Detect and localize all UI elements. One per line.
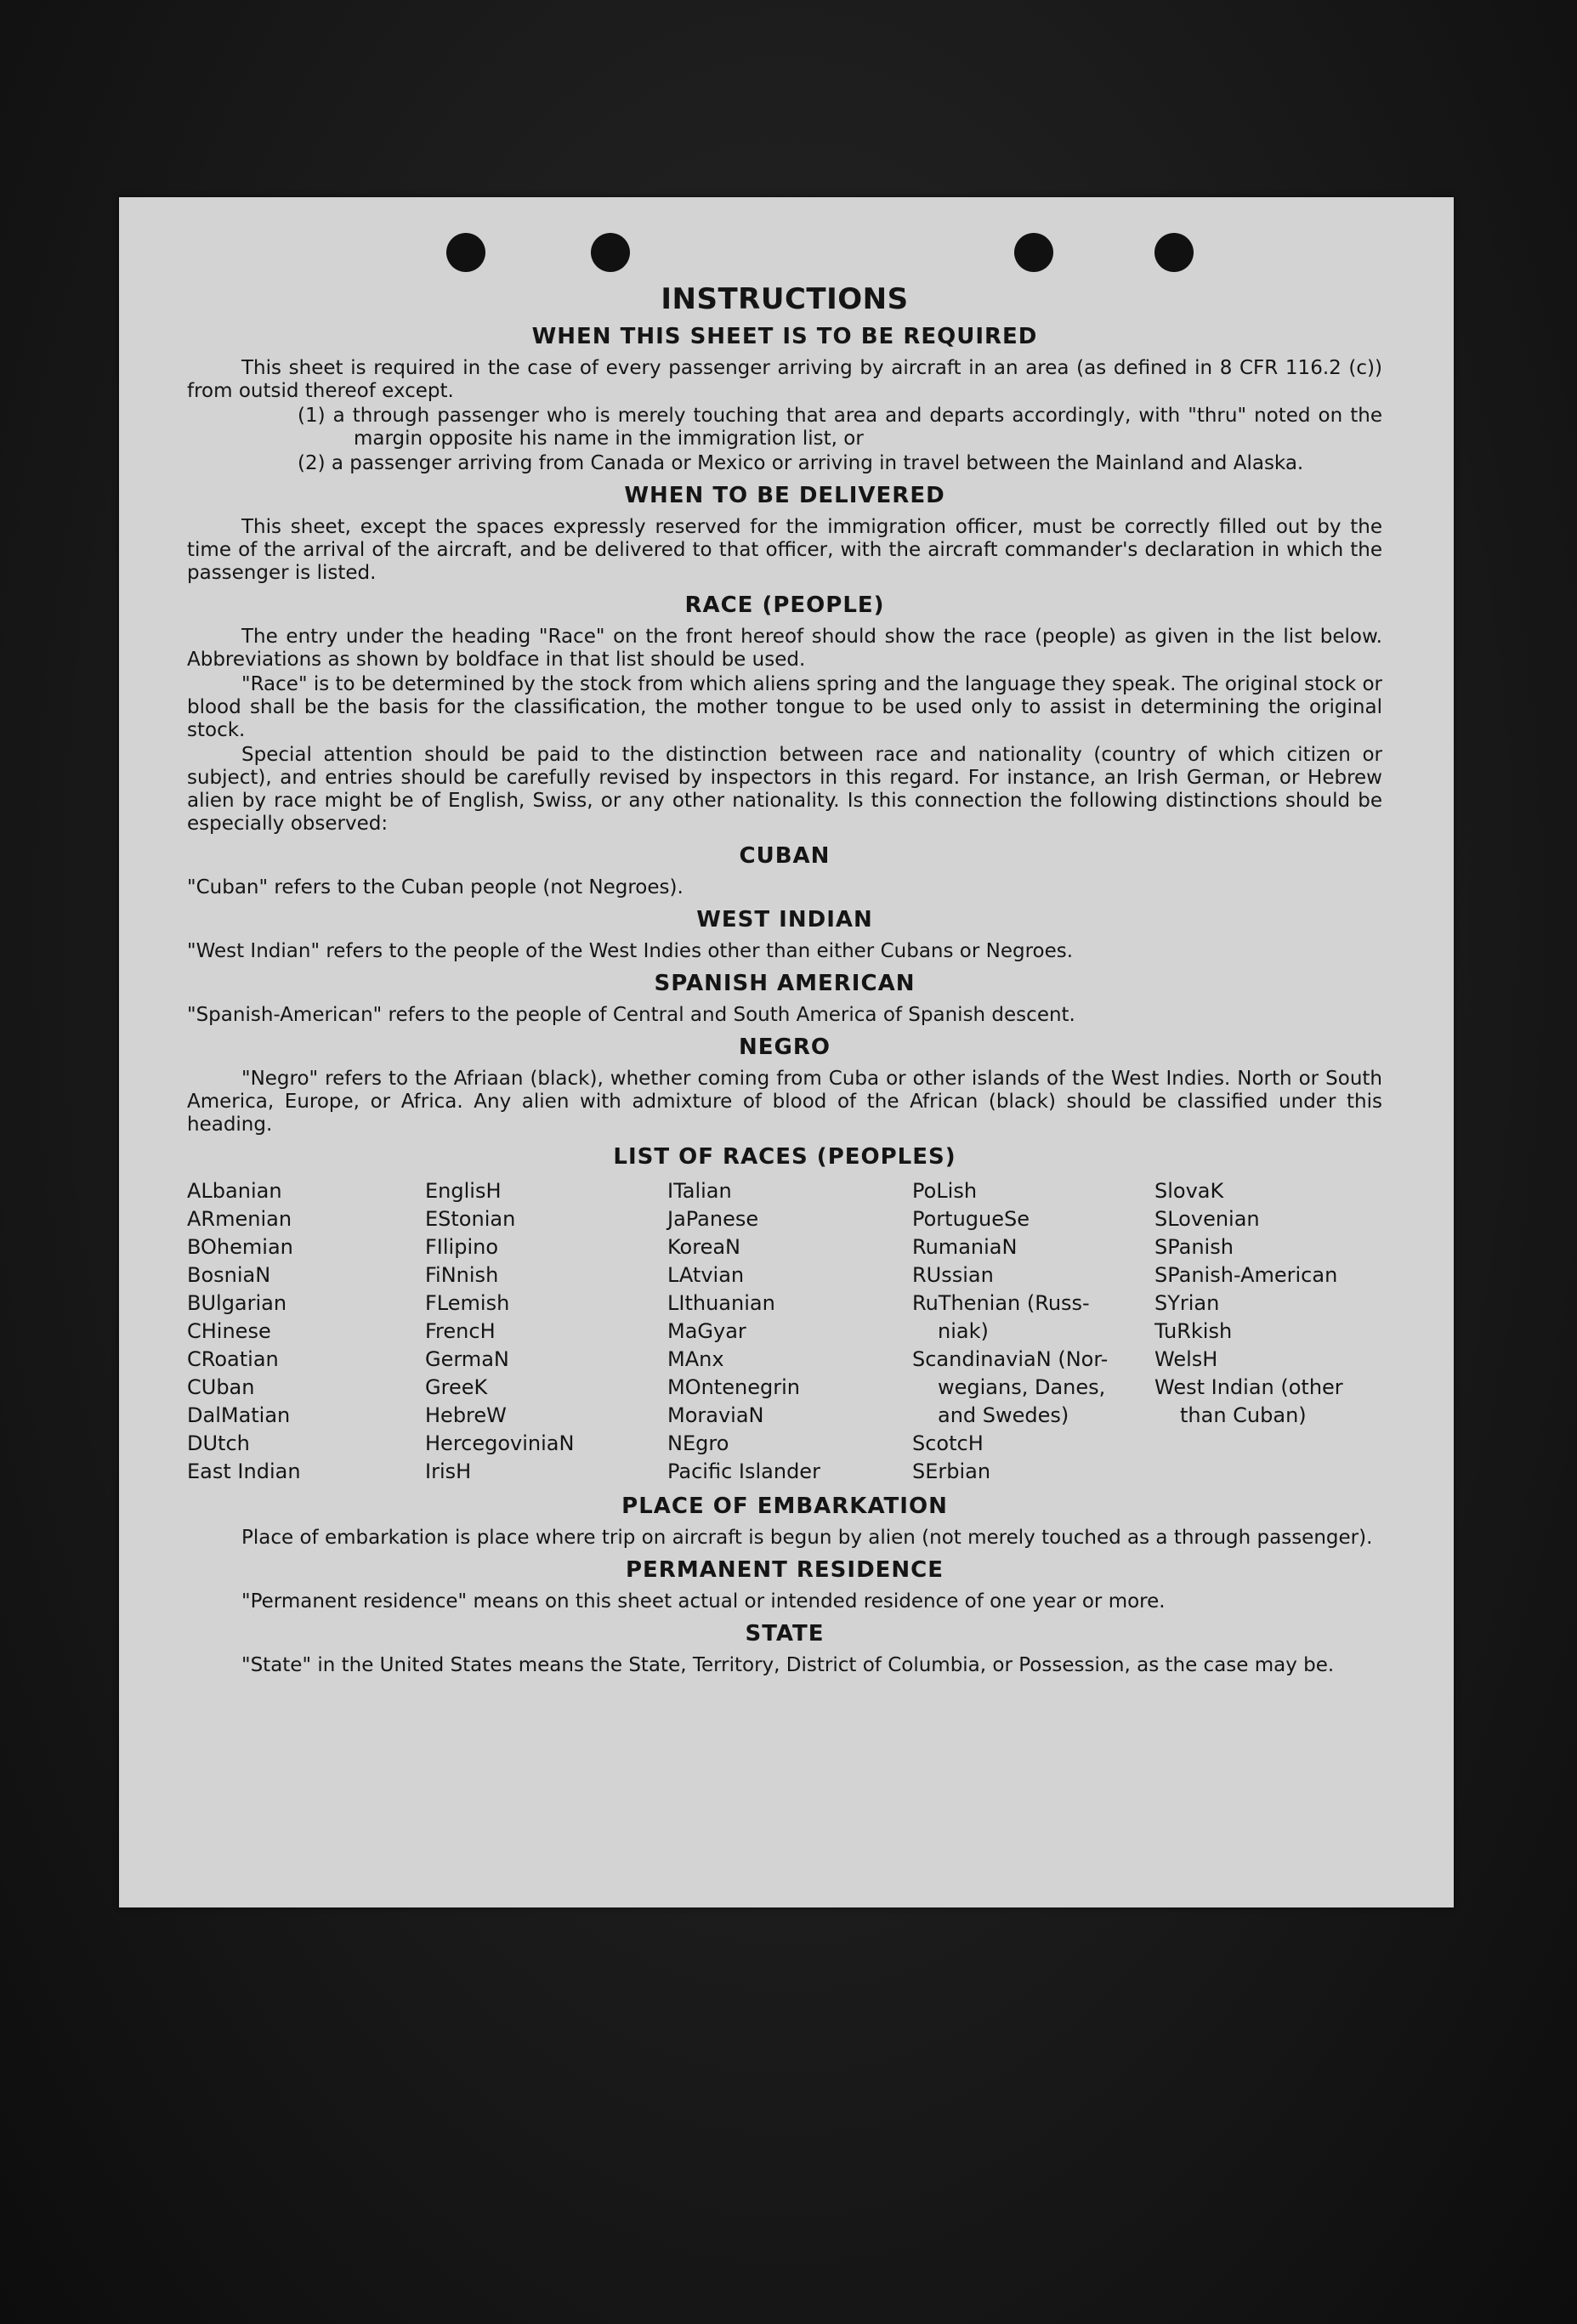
punch-hole [1014,233,1053,272]
race-entry: FrencH [425,1319,496,1343]
exception-item-1: (1) a through passenger who is merely touching that area and departs accordingly, with "thru" noted on the margin opposite his name in the immigration list, or [298,405,1382,450]
race-entry: SErbian [912,1460,991,1483]
races-column-2 [425,1177,667,1486]
race-entry: FIlipino [425,1235,499,1259]
race-entry: KoreaN [667,1235,740,1259]
punch-hole [591,233,630,272]
race-paragraph-2: "Race" is to be determined by the stock from which aliens spring and the language they speak. The original stock or blood shall be the basis for the classification, the mother tongue to be used only to assist in determining the original stock. [187,673,1382,741]
page-title: INSTRUCTIONS [661,282,909,316]
race-paragraph-1: The entry under the heading "Race" on the front hereof should show the race (people) as given in the list below. Abbreviations as shown by boldface in that list should be used. [187,626,1382,671]
race-entry: NEgro [667,1431,729,1455]
punch-hole [1154,233,1194,272]
list-of-races-heading: LIST OF RACES (PEOPLES) [613,1144,956,1170]
race-entry: than Cuban) [1180,1403,1307,1427]
state-text: "State" in the United States means the State, Territory, District of Columbia, or Possession, as the case may be. [241,1654,1335,1676]
race-entry: MaGyar [667,1319,746,1343]
race-entry: SlovaK [1154,1179,1224,1203]
residence-heading: PERMANENT RESIDENCE [625,1557,944,1583]
race-entry: ScotcH [912,1431,984,1455]
race-entry: MOntenegrin [667,1375,800,1399]
race-entry: RumaniaN [912,1235,1018,1259]
west-indian-heading: WEST INDIAN [696,907,873,932]
races-list [187,1177,1382,1486]
residence-text: "Permanent residence" means on this sheet actual or intended residence of one year or more. [241,1590,1166,1613]
race-entry: EStonian [425,1207,516,1231]
exception-item-2: (2) a passenger arriving from Canada or Mexico or arriving in travel between the Mainland and Alaska. [298,452,1304,474]
race-entry: HercegoviniaN [425,1431,575,1455]
race-entry: LAtvian [667,1263,745,1287]
instruction-sheet [119,197,1454,1907]
race-entry: FiNnish [425,1263,499,1287]
races-column-3 [667,1177,912,1486]
race-entry: West Indian (other [1154,1375,1343,1399]
race-entry: WelsH [1154,1347,1218,1371]
race-heading: RACE (PEOPLE) [684,592,885,618]
race-entry: IrisH [425,1460,472,1483]
when-delivered-heading: WHEN TO BE DELIVERED [624,483,945,508]
races-column-4 [912,1177,1154,1486]
race-entry: GermaN [425,1347,509,1371]
race-entry: LIthuanian [667,1291,775,1315]
sheet-content [187,282,1382,1679]
race-entry: GreeK [425,1375,488,1399]
when-required-heading: WHEN THIS SHEET IS TO BE REQUIRED [531,324,1038,349]
race-entry: SLovenian [1154,1207,1260,1231]
race-entry: CRoatian [187,1347,279,1371]
race-paragraph-3: Special attention should be paid to the distinction between race and nationality (country of which citizen or subject), and entries should be carefully revised by inspectors in this regard. For instance, an Irish German, or Hebrew alien by race might be of English, Swiss, or any other nationality. Is this connection the following distinctions should be especially observed: [187,744,1382,835]
race-entry: SYrian [1154,1291,1220,1315]
race-entry: CHinese [187,1319,271,1343]
spanish-american-heading: SPANISH AMERICAN [654,971,916,996]
race-entry: RuThenian (Russ- [912,1291,1090,1315]
race-entry: ARmenian [187,1207,292,1231]
race-entry: DalMatian [187,1403,291,1427]
cuban-heading: CUBAN [739,843,831,869]
race-entry: FLemish [425,1291,510,1315]
negro-heading: NEGRO [739,1034,831,1060]
race-entry: BUlgarian [187,1291,287,1315]
race-entry: HebreW [425,1403,507,1427]
race-entry: SPanish-American [1154,1263,1338,1287]
cuban-text: "Cuban" refers to the Cuban people (not Negroes). [187,876,684,898]
race-entry: niak) [938,1319,989,1343]
race-entry: EnglisH [425,1179,502,1203]
race-entry: CUban [187,1375,255,1399]
race-entry: and Swedes) [938,1403,1069,1427]
race-entry: ITalian [667,1179,732,1203]
punch-hole [446,233,485,272]
negro-text: "Negro" refers to the Afriaan (black), whether coming from Cuba or other islands of the West Indies. North or South America, Europe, or Africa. Any alien with admixture of blood of the African (black) should be classified under this heading. [187,1068,1382,1136]
race-entry: ALbanian [187,1179,282,1203]
race-entry: RUssian [912,1263,994,1287]
race-entry: MAnx [667,1347,724,1371]
race-entry: BosniaN [187,1263,271,1287]
race-entry: PoLish [912,1179,978,1203]
race-entry: BOhemian [187,1235,293,1259]
races-column-1 [187,1177,425,1486]
spanish-american-text: "Spanish-American" refers to the people of Central and South America of Spanish descent. [187,1004,1075,1026]
west-indian-text: "West Indian" refers to the people of the West Indies other than either Cubans or Negroes. [187,940,1074,962]
race-entry: Pacific Islander [667,1460,820,1483]
state-heading: STATE [745,1621,825,1647]
race-entry: MoraviaN [667,1403,764,1427]
race-entry: SPanish [1154,1235,1234,1259]
race-entry: DUtch [187,1431,250,1455]
race-entry: TuRkish [1154,1319,1233,1343]
race-entry: JaPanese [667,1207,759,1231]
race-entry: ScandinaviaN (Nor- [912,1347,1109,1371]
race-entry: East Indian [187,1460,301,1483]
when-required-intro: This sheet is required in the case of every passenger arriving by aircraft in an area (as defined in 8 CFR 116.2 (c)) from outsid thereof except. [187,357,1382,402]
embarkation-text: Place of embarkation is place where trip on aircraft is begun by alien (not merely touched as a through passenger). [241,1527,1373,1549]
embarkation-heading: PLACE OF EMBARKATION [621,1494,948,1519]
race-entry: wegians, Danes, [938,1375,1106,1399]
when-delivered-text: This sheet, except the spaces expressly reserved for the immigration officer, must be correctly filled out by the time of the arrival of the aircraft, and be delivered to that officer, with the aircraft commander's declaration in which the passenger is listed. [187,516,1382,584]
races-column-5 [1154,1177,1382,1486]
race-entry: PortugueSe [912,1207,1030,1231]
